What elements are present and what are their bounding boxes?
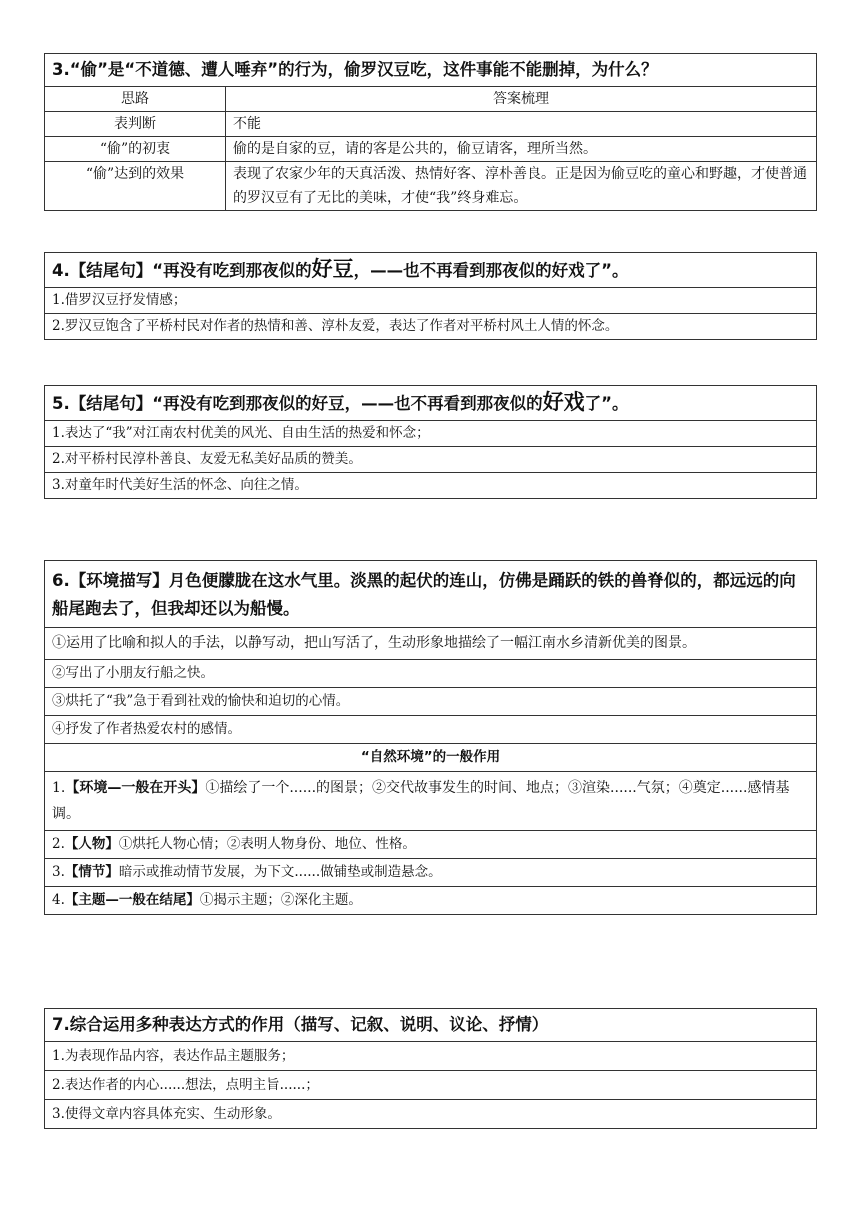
list-item: 1.借罗汉豆抒发情感； <box>45 288 817 314</box>
table-7-expression-modes <box>44 1008 817 1129</box>
table-4-title: 4.【结尾句】“再没有吃到那夜似的好豆，——也不再看到那夜似的好戏了”。 <box>45 253 817 288</box>
row-answer-intention: 偷的是自家的豆，请的客是公共的，偷豆请客，理所当然。 <box>226 137 817 162</box>
list-item: ③烘托了“我”急于看到社戏的愉快和迫切的心情。 <box>45 688 817 716</box>
table-6-environment <box>44 560 817 915</box>
list-item: 3.使得文章内容具体充实、生动形象。 <box>45 1100 817 1129</box>
row-label-judgment: 表判断 <box>45 112 226 137</box>
table-7-title: 7.综合运用多种表达方式的作用（描写、记叙、说明、议论、抒情） <box>45 1009 817 1042</box>
list-item: 1.为表现作品内容，表达作品主题服务； <box>45 1042 817 1071</box>
general-item-character: 2.【人物】①烘托人物心情；②表明人物身份、地位、性格。 <box>45 831 817 859</box>
list-item: ①运用了比喻和拟人的手法，以静写动，把山写活了，生动形象地描绘了一幅江南水乡清新优美的图景。 <box>45 628 817 660</box>
table-6-title: 6.【环境描写】月色便朦胧在这水气里。淡黑的起伏的连山，仿佛是踊跃的铁的兽脊似的，都远远的向船尾跑去了，但我却还以为船慢。 <box>45 561 817 628</box>
table-4-ending-beans <box>44 252 817 340</box>
general-item-theme: 4.【主题—一般在结尾】①揭示主题；②深化主题。 <box>45 887 817 915</box>
general-item-environment: 1.【环境—一般在开头】①描绘了一个......的图景；②交代故事发生的时间、地点；③渲染......气氛；④奠定......感情基调。 <box>45 772 817 831</box>
section-subtitle: “自然环境”的一般作用 <box>45 744 817 772</box>
list-item: 2.表达作者的内心......想法，点明主旨......； <box>45 1071 817 1100</box>
list-item: 1.表达了“我”对江南农村优美的风光、自由生活的热爱和怀念； <box>45 421 817 447</box>
table-5-ending-opera <box>44 385 817 499</box>
col-header-answer: 答案梳理 <box>226 87 817 112</box>
table-5-title: 5.【结尾句】“再没有吃到那夜似的好豆，——也不再看到那夜似的好戏了”。 <box>45 386 817 421</box>
row-answer-effect: 表现了农家少年的天真活泼、热情好客、淳朴善良。正是因为偷豆吃的童心和野趣，才使普通的罗汉豆有了无比的美味，才使“我”终身难忘。 <box>226 162 817 211</box>
list-item: ④抒发了作者热爱农村的感情。 <box>45 716 817 744</box>
row-answer-judgment: 不能 <box>226 112 817 137</box>
emphasis-good-opera: 好戏 <box>542 390 585 414</box>
emphasis-good-beans: 好豆 <box>311 257 354 281</box>
list-item: ②写出了小朋友行船之快。 <box>45 660 817 688</box>
list-item: 3.对童年时代美好生活的怀念、向往之情。 <box>45 473 817 499</box>
table-3-stealing-beans <box>44 53 817 211</box>
list-item: 2.对平桥村民淳朴善良、友爱无私美好品质的赞美。 <box>45 447 817 473</box>
row-label-effect: “偷”达到的效果 <box>45 162 226 211</box>
list-item: 2.罗汉豆饱含了平桥村民对作者的热情和善、淳朴友爱，表达了作者对平桥村风土人情的怀念。 <box>45 314 817 340</box>
row-label-intention: “偷”的初衷 <box>45 137 226 162</box>
general-item-plot: 3.【情节】暗示或推动情节发展，为下文......做铺垫或制造悬念。 <box>45 859 817 887</box>
table-3-title: 3.“偷”是“不道德、遭人唾弃”的行为，偷罗汉豆吃，这件事能不能删掉，为什么？ <box>45 54 817 87</box>
col-header-approach: 思路 <box>45 87 226 112</box>
